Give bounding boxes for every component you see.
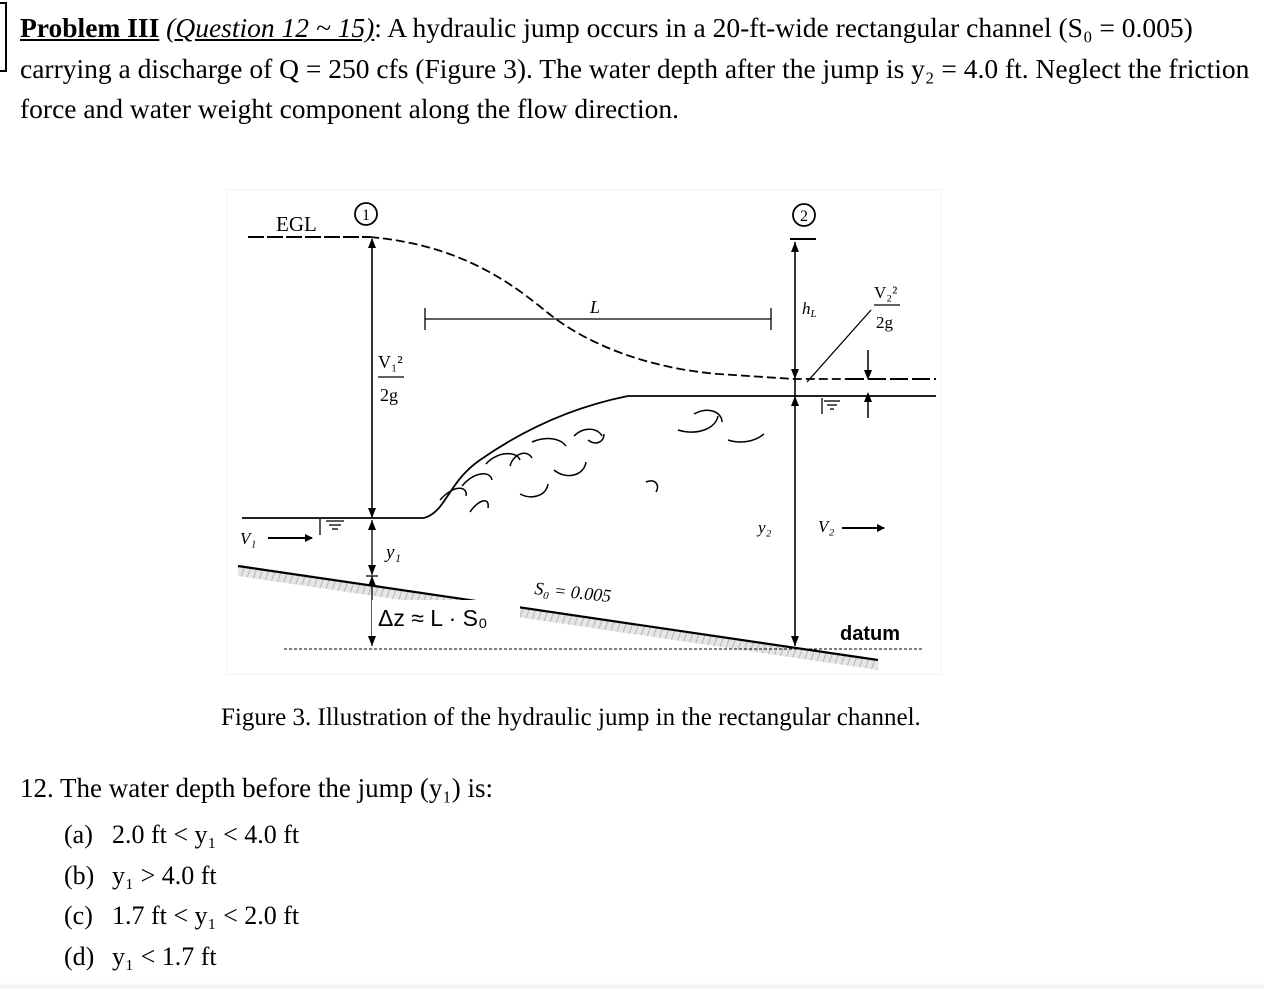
problem-label: Problem III xyxy=(20,12,160,43)
v2-2g-label: 2g xyxy=(876,313,893,332)
egl-arrow-up xyxy=(368,238,376,248)
option-text: y₁ > 4.0 ft xyxy=(112,860,217,890)
problem-colon: : xyxy=(374,12,382,43)
bottom-edge xyxy=(0,982,1264,988)
section-2-label: 2 xyxy=(800,208,808,225)
jump-eddies xyxy=(440,410,764,512)
problem-text: A hydraulic jump occurs in a 20-ft-wide rectangular channel (S₀ = 0.005) carrying a discharge of Q = 250 cfs (Figure 3). The water depth after the jump is y₂ = 4.0 ft. Neglect the friction force and water weight component along the flow direction. xyxy=(20,12,1250,124)
y1-arrow-up xyxy=(368,520,376,530)
datum-label: datum xyxy=(840,623,900,645)
v2-surface-arrow xyxy=(864,392,872,402)
surface-arrow-down xyxy=(368,508,376,518)
datum-arrow-down xyxy=(791,636,799,646)
option-text: 2.0 ft < y₁ < 4.0 ft xyxy=(112,820,300,849)
option-b[interactable] xyxy=(64,856,299,897)
option-c[interactable] xyxy=(64,896,299,937)
egl-curve xyxy=(370,237,846,379)
v2-squared-label: V₂² xyxy=(874,283,898,302)
option-key: (a) xyxy=(64,820,93,849)
egl-label: EGL xyxy=(276,212,317,236)
y1-arrow-down xyxy=(368,565,376,575)
v1-2g-label: 2g xyxy=(380,385,398,405)
section-2-egl-arrow-down xyxy=(791,369,799,379)
v1-squared-label: V₁² xyxy=(378,352,403,372)
section-2-surface-arrow xyxy=(791,396,799,406)
v1-label: V₁ xyxy=(240,529,257,548)
v2-pointer-line xyxy=(807,310,871,382)
y1-label: y₁ xyxy=(386,542,402,563)
problem-statement xyxy=(20,8,1255,130)
hl-sub: L xyxy=(810,308,817,320)
option-key: (d) xyxy=(64,942,95,972)
downstream-water-symbol xyxy=(822,398,840,414)
figure-svg xyxy=(228,190,940,674)
length-label: L xyxy=(590,297,601,317)
v2-label: V₂ xyxy=(818,517,835,536)
head-loss-label xyxy=(802,299,817,320)
section-2-egl-arrow xyxy=(791,242,799,252)
delta-z-arrow-up xyxy=(368,576,376,586)
delta-z-arrow-down xyxy=(368,636,376,646)
delta-z-label: Δz ≈ L · S₀ xyxy=(378,605,488,631)
option-key: (c) xyxy=(64,901,93,931)
option-d[interactable] xyxy=(64,937,299,978)
figure-caption: Figure 3. Illustration of the hydraulic jump in the rectangular channel. xyxy=(221,704,921,731)
option-key: (b) xyxy=(64,860,95,890)
answer-options xyxy=(64,815,299,978)
y2-label: y₂ xyxy=(758,518,772,537)
question-reference: (Question 12 ~ 15) xyxy=(166,12,375,43)
slope-label: S₀ = 0.005 xyxy=(533,578,613,607)
left-edge-bracket xyxy=(0,2,7,72)
hl-main: h xyxy=(802,299,811,318)
section-1-label: 1 xyxy=(362,207,370,224)
jump-roller-profile xyxy=(424,396,628,518)
option-a[interactable] xyxy=(64,815,299,856)
option-text: y₁ < 1.7 ft xyxy=(112,942,217,972)
option-text: 1.7 ft < y₁ < 2.0 ft xyxy=(112,901,300,931)
upstream-water-symbol xyxy=(320,519,344,535)
question-12: 12. The water depth before the jump (y₁) is: xyxy=(20,773,494,803)
hydraulic-jump-figure xyxy=(228,190,940,674)
